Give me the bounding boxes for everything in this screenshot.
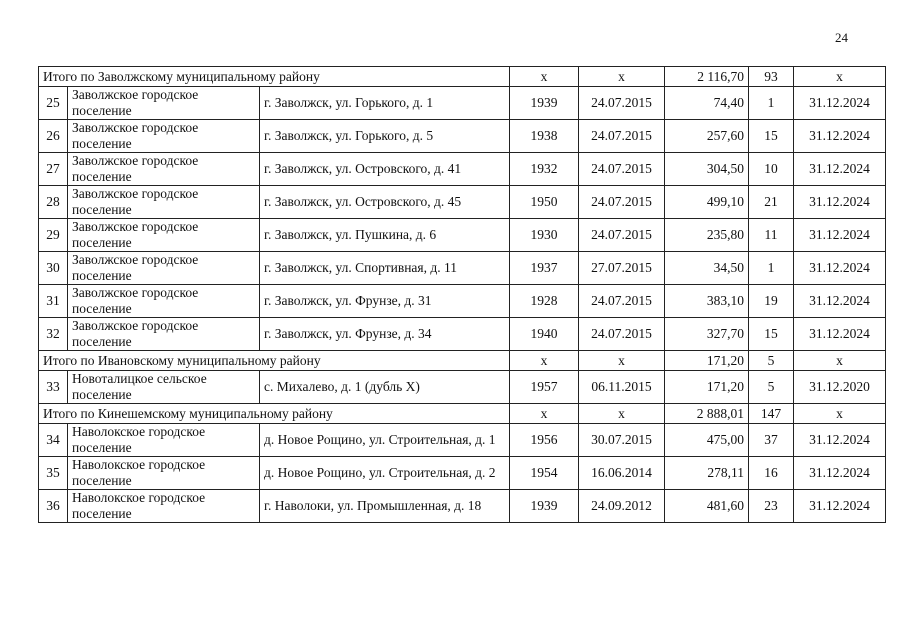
row-number: 33: [39, 371, 68, 404]
total-area: 304,50: [665, 153, 749, 186]
total-area: 74,40: [665, 87, 749, 120]
settlement-name: Заволжское городское поселение: [68, 285, 260, 318]
settlement-name: Заволжское городское поселение: [68, 186, 260, 219]
recognition-date: 06.11.2015: [579, 371, 665, 404]
total-area: 481,60: [665, 490, 749, 523]
resettlement-deadline: 31.12.2024: [794, 457, 886, 490]
row-number: 30: [39, 252, 68, 285]
settlement-name: Заволжское городское поселение: [68, 252, 260, 285]
building-address: д. Новое Рощино, ул. Строительная, д. 1: [260, 424, 510, 457]
construction-year: 1954: [510, 457, 579, 490]
district-summary-row: [39, 351, 886, 371]
total-area: 278,11: [665, 457, 749, 490]
settlement-name: Заволжское городское поселение: [68, 153, 260, 186]
table-row: [39, 318, 886, 351]
recognition-date: х: [579, 404, 665, 424]
table-body: [39, 67, 886, 523]
recognition-date: 24.07.2015: [579, 285, 665, 318]
construction-year: 1940: [510, 318, 579, 351]
construction-year: 1928: [510, 285, 579, 318]
recognition-date: 24.07.2015: [579, 318, 665, 351]
settlement-name: Заволжское городское поселение: [68, 87, 260, 120]
total-area: 257,60: [665, 120, 749, 153]
recognition-date: 24.07.2015: [579, 120, 665, 153]
residents-count: 37: [749, 424, 794, 457]
total-area: 235,80: [665, 219, 749, 252]
construction-year: 1937: [510, 252, 579, 285]
building-address: г. Заволжск, ул. Островского, д. 41: [260, 153, 510, 186]
recognition-date: 16.06.2014: [579, 457, 665, 490]
total-area: 34,50: [665, 252, 749, 285]
resettlement-deadline: 31.12.2024: [794, 490, 886, 523]
construction-year: х: [510, 67, 579, 87]
settlement-name: Наволокское городское поселение: [68, 490, 260, 523]
construction-year: 1956: [510, 424, 579, 457]
total-area: 383,10: [665, 285, 749, 318]
total-area: 475,00: [665, 424, 749, 457]
construction-year: 1950: [510, 186, 579, 219]
page-number: 24: [835, 30, 848, 45]
row-number: 26: [39, 120, 68, 153]
recognition-date: х: [579, 351, 665, 371]
row-number: 34: [39, 424, 68, 457]
total-area: 171,20: [665, 351, 749, 371]
recognition-date: 30.07.2015: [579, 424, 665, 457]
total-area: 2 116,70: [665, 67, 749, 87]
resettlement-deadline: 31.12.2024: [794, 219, 886, 252]
building-address: с. Михалево, д. 1 (дубль Х): [260, 371, 510, 404]
row-number: 25: [39, 87, 68, 120]
construction-year: х: [510, 404, 579, 424]
recognition-date: 24.07.2015: [579, 219, 665, 252]
building-address: г. Заволжск, ул. Фрунзе, д. 34: [260, 318, 510, 351]
resettlement-deadline: 31.12.2020: [794, 371, 886, 404]
total-area: 2 888,01: [665, 404, 749, 424]
building-address: г. Заволжск, ул. Спортивная, д. 11: [260, 252, 510, 285]
row-number: 31: [39, 285, 68, 318]
table-row: [39, 285, 886, 318]
construction-year: 1938: [510, 120, 579, 153]
settlement-name: Наволокское городское поселение: [68, 457, 260, 490]
table-row: [39, 371, 886, 404]
table-row: [39, 219, 886, 252]
building-address: г. Заволжск, ул. Горького, д. 5: [260, 120, 510, 153]
row-number: 27: [39, 153, 68, 186]
residents-count: 21: [749, 186, 794, 219]
row-number: 35: [39, 457, 68, 490]
resettlement-deadline: 31.12.2024: [794, 120, 886, 153]
building-address: г. Заволжск, ул. Горького, д. 1: [260, 87, 510, 120]
table-row: [39, 424, 886, 457]
resettlement-deadline: х: [794, 351, 886, 371]
recognition-date: 24.09.2012: [579, 490, 665, 523]
recognition-date: 24.07.2015: [579, 153, 665, 186]
housing-registry-table: [38, 66, 886, 523]
construction-year: 1957: [510, 371, 579, 404]
building-address: г. Заволжск, ул. Пушкина, д. 6: [260, 219, 510, 252]
resettlement-deadline: х: [794, 67, 886, 87]
recognition-date: х: [579, 67, 665, 87]
residents-count: 23: [749, 490, 794, 523]
settlement-name: Наволокское городское поселение: [68, 424, 260, 457]
total-area: 327,70: [665, 318, 749, 351]
settlement-name: Заволжское городское поселение: [68, 120, 260, 153]
summary-label: Итого по Ивановскому муниципальному району: [39, 351, 510, 371]
recognition-date: 24.07.2015: [579, 186, 665, 219]
resettlement-deadline: 31.12.2024: [794, 252, 886, 285]
total-area: 171,20: [665, 371, 749, 404]
construction-year: 1939: [510, 490, 579, 523]
residents-count: 1: [749, 87, 794, 120]
recognition-date: 24.07.2015: [579, 87, 665, 120]
district-summary-row: [39, 404, 886, 424]
resettlement-deadline: х: [794, 404, 886, 424]
construction-year: 1930: [510, 219, 579, 252]
table-row: [39, 457, 886, 490]
residents-count: 5: [749, 371, 794, 404]
building-address: г. Заволжск, ул. Островского, д. 45: [260, 186, 510, 219]
summary-label: Итого по Кинешемскому муниципальному району: [39, 404, 510, 424]
construction-year: 1939: [510, 87, 579, 120]
table-row: [39, 87, 886, 120]
residents-count: 15: [749, 318, 794, 351]
residents-count: 11: [749, 219, 794, 252]
table-row: [39, 153, 886, 186]
residents-count: 93: [749, 67, 794, 87]
table-row: [39, 252, 886, 285]
building-address: г. Заволжск, ул. Фрунзе, д. 31: [260, 285, 510, 318]
construction-year: х: [510, 351, 579, 371]
table-row: [39, 490, 886, 523]
row-number: 28: [39, 186, 68, 219]
building-address: г. Наволоки, ул. Промышленная, д. 18: [260, 490, 510, 523]
residents-count: 15: [749, 120, 794, 153]
table-row: [39, 120, 886, 153]
resettlement-deadline: 31.12.2024: [794, 318, 886, 351]
row-number: 32: [39, 318, 68, 351]
row-number: 29: [39, 219, 68, 252]
residents-count: 1: [749, 252, 794, 285]
construction-year: 1932: [510, 153, 579, 186]
residents-count: 147: [749, 404, 794, 424]
district-summary-row: [39, 67, 886, 87]
row-number: 36: [39, 490, 68, 523]
table-row: [39, 186, 886, 219]
summary-label: Итого по Заволжскому муниципальному району: [39, 67, 510, 87]
settlement-name: Заволжское городское поселение: [68, 318, 260, 351]
residents-count: 19: [749, 285, 794, 318]
resettlement-deadline: 31.12.2024: [794, 87, 886, 120]
building-address: д. Новое Рощино, ул. Строительная, д. 2: [260, 457, 510, 490]
residents-count: 16: [749, 457, 794, 490]
settlement-name: Заволжское городское поселение: [68, 219, 260, 252]
recognition-date: 27.07.2015: [579, 252, 665, 285]
resettlement-deadline: 31.12.2024: [794, 153, 886, 186]
resettlement-deadline: 31.12.2024: [794, 186, 886, 219]
residents-count: 5: [749, 351, 794, 371]
residents-count: 10: [749, 153, 794, 186]
total-area: 499,10: [665, 186, 749, 219]
resettlement-deadline: 31.12.2024: [794, 424, 886, 457]
settlement-name: Новоталицкое сельское поселение: [68, 371, 260, 404]
resettlement-deadline: 31.12.2024: [794, 285, 886, 318]
